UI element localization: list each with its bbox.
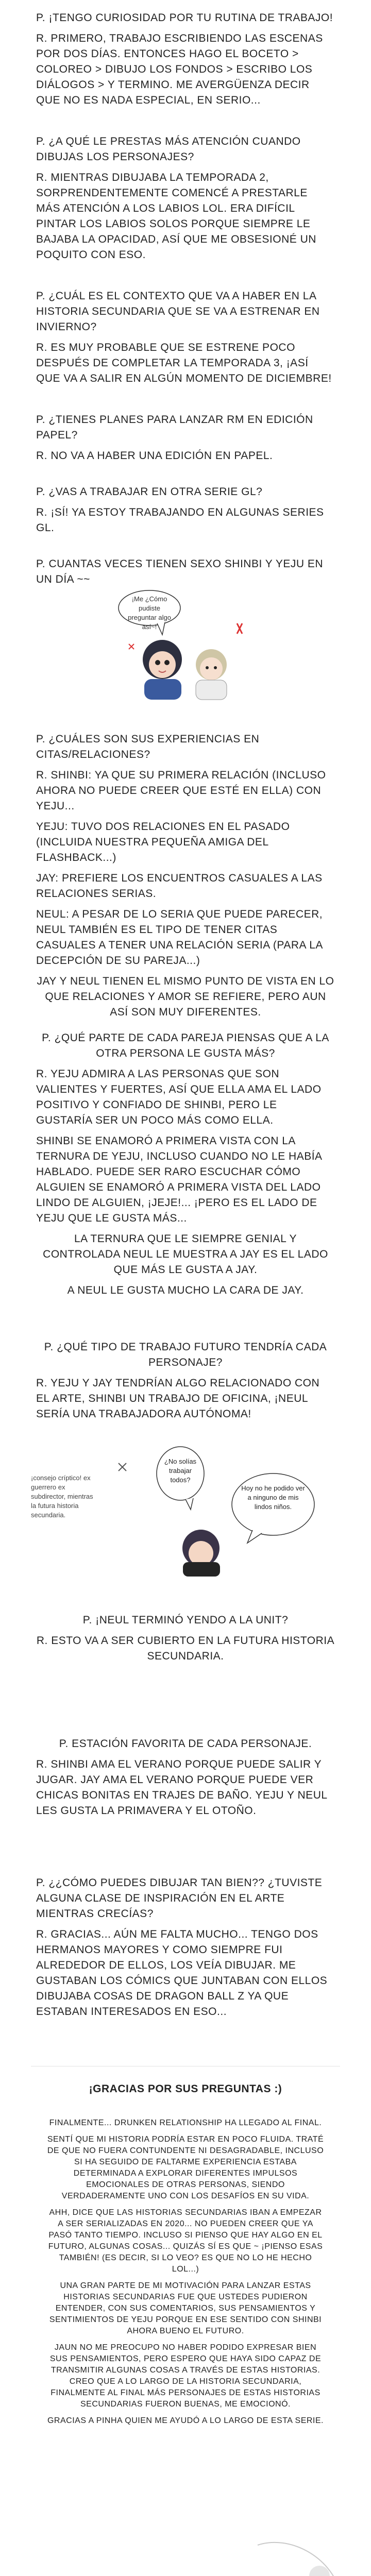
closing-title: ¡GRACIAS POR SUS PREGUNTAS :) <box>89 2083 282 2095</box>
qa-block-paper <box>36 412 335 469</box>
sketch-illustration <box>227 2524 361 2576</box>
qa-block-drawing <box>36 1875 335 2025</box>
answer-text: R. MIENTRAS DIBUJABA LA TEMPORADA 2, SORPRENDENTEMENTE COMENCÉ A PRESTARLE MÁS ATENCIÓN A LOS LABIOS LOL. ERA DIFÍCIL PINTAR LOS LABIOS SOLOS PORQUE SIEMPRE LE BAJABA LA OPACIDAD, ASÍ QUE ME OBSESIONÉ UN POQUITO CON ESO. <box>36 172 316 261</box>
speech-bubble-2: Hoy no he podido ver a ninguno de mis lindos niños. <box>241 1484 305 1511</box>
answer-text: R. ¡SÍ! YA ESTOY TRABAJANDO EN ALGUNAS SERIES GL. <box>36 506 324 534</box>
question-text: P. ¡TENGO CURIOSIDAD POR TU RUTINA DE TRABAJO! <box>36 12 333 24</box>
question-text: P. ¿TIENES PLANES PARA LANZAR RM EN EDICIÓN PAPEL? <box>36 414 313 441</box>
qa-block-partner <box>36 1030 335 1303</box>
qa-block-winter-story <box>36 289 335 392</box>
question-text: P. ¿QUÉ TIPO DE TRABAJO FUTURO TENDRÍA CADA PERSONAJE? <box>44 1341 327 1368</box>
qa-block-attention <box>36 134 335 268</box>
qa-block-routine <box>36 10 335 113</box>
comic-panel-2 <box>31 1443 340 1577</box>
sketch-decoration <box>227 2524 361 2576</box>
closing-paragraphs <box>46 2117 325 2432</box>
comic-panel-1 <box>113 587 258 701</box>
relation-yeju: YEJU: TUVO DOS RELACIONES EN EL PASADO (INCLUIDA NUESTRA PEQUEÑA AMIGA DEL FLASHBACK...) <box>36 821 290 863</box>
answer-text: R. PRIMERO, TRABAJO ESCRIBIENDO LAS ESCENAS POR DOS DÍAS. ENTONCES HAGO EL BOCETO > COLOREO > DIBUJO LOS FONDOS > ESCRIBO LOS DIÁLOGOS > Y TERMINO. ME AVERGÜENZA DECIR QUE NO ES NADA ESPECIAL, EN SERIO... <box>36 32 323 106</box>
closing-paragraph: JAUN NO ME PREOCUPO NO HABER PODIDO EXPRESAR BIEN SUS PENSAMIENTOS, PERO ESPERO QUE HAYA SIDO CAPAZ DE TRANSMITIR ALGUNAS COSAS A TRAVÉS DE ESTAS HISTORIAS. CREO QUE A LO LARGO DE LA HISTORIA SECUNDARIA, FINALMENTE AL FINAL MÁS PERSONAJES DE ESTAS HISTORIAS SECUNDARIAS FUERON BUENAS, ME EMOCIONÓ. <box>49 2343 322 2409</box>
question-text: P. ESTACIÓN FAVORITA DE CADA PERSONAJE. <box>59 1738 312 1750</box>
question-text: P. ¿CUÁLES SON SUS EXPERIENCIAS EN CITAS/RELACIONES? <box>36 733 260 760</box>
qa-block-gl <box>36 484 335 541</box>
relation-summary: JAY Y NEUL TIENEN EL MISMO PUNTO DE VISTA EN LO QUE RELACIONES Y AMOR SE REFIERE, PERO AUN ASÍ SON MUY DIFERENTES. <box>37 975 334 1018</box>
closing-section <box>36 2081 335 2102</box>
speech-bubble-text: ¡Me ¿Cómo pudiste preguntar algo así~! <box>128 595 171 631</box>
question-text: P. ¿¿CÓMO PUEDES DIBUJAR TAN BIEN?? ¿TUVISTE ALGUNA CLASE DE INSPIRACIÓN EN EL ARTE MIENTRAS CRECÍAS? <box>36 1877 323 1920</box>
question-text: P. ¿QUÉ PARTE DE CADA PAREJA PIENSAS QUE A LA OTRA PERSONA LE GUSTA MÁS? <box>42 1032 329 1059</box>
answer-text: A NEUL LE GUSTA MUCHO LA CARA DE JAY. <box>67 1284 304 1296</box>
cryptic-caption: ¡consejo críptico! ex guerrero ex subdirector, mientras la futura historia secundaria. <box>31 1474 93 1519</box>
relation-jay: JAY: PREFIERE LOS ENCUENTROS CASUALES A LAS RELACIONES SERIAS. <box>36 872 323 900</box>
question-text: P. ¡NEUL TERMINÓ YENDO A LA UNIT? <box>82 1614 289 1626</box>
answer-text: SHINBI SE ENAMORÓ A PRIMERA VISTA CON LA TERNURA DE YEJU, INCLUSO CUANDO NO LE HABÍA HABLADO. PUEDE SER RARO ESCUCHAR CÓMO ALGUIEN SE ENAMORÓ A PRIMERA VISTA DEL LADO LINDO DE ALGUIEN, ¡JEJE!... ¡PERO ES EL LADO DE YEJU QUE LE GUSTA MÁS... <box>36 1135 322 1224</box>
speech-bubble-1: ¿No solías trabajar todos? <box>164 1458 197 1484</box>
qa-block-future-jobs <box>36 1340 335 1427</box>
answer-text: R. SHINBI AMA EL VERANO PORQUE PUEDE SALIR Y JUGAR. JAY AMA EL VERANO PORQUE PUEDE VER CHICAS BONITAS EN TRAJES DE BAÑO. YEJU Y NEUL LES GUSTA LA PRIMAVERA Y EL OTOÑO. <box>36 1758 327 1817</box>
question-text: P. ¿CUÁL ES EL CONTEXTO QUE VA A HABER EN LA HISTORIA SECUNDARIA QUE SE VA A ESTRENAR EN INVIERNO? <box>36 290 320 333</box>
answer-text: R. SHINBI: YA QUE SU PRIMERA RELACIÓN (INCLUSO AHORA NO PUEDE CREER QUE ESTÉ EN ELLA) CON YEJU... <box>36 769 326 812</box>
qa-block-unit <box>36 1613 335 1669</box>
answer-text: R. NO VA A HABER UNA EDICIÓN EN PAPEL. <box>36 450 273 462</box>
answer-text: R. YEJU ADMIRA A LAS PERSONAS QUE SON VALIENTES Y FUERTES, ASÍ QUE ELLA AMA EL LADO POSITIVO Y CONFIADO DE SHINBI, PERO LE GUSTARÍA SER UN POCO MÁS COMO ELLA. <box>36 1068 322 1126</box>
answer-text: R. GRACIAS... AÚN ME FALTA MUCHO... TENGO DOS HERMANOS MAYORES Y COMO SIEMPRE FUI ALREDEDOR DE ELLOS, LOS VEÍA DIBUJAR. ME GUSTABAN LOS CÓMICS QUE JUNTABAN CON ELLOS DIBUJABA COSAS DE DRAGON BALL Z YA QUE ESTABAN INTERESADOS EN ESO... <box>36 1928 328 2018</box>
closing-paragraph: AHH, DICE QUE LAS HISTORIAS SECUNDARIAS IBAN A EMPEZAR A SER SERIALIZADAS EN 2020... NO PUEDEN CREER QUE YA PASÓ TANTO TIEMPO. INCLUSO SI PIENSO QUE HAY ALGO EN EL FUTURO, ALGUNAS COSAS... QUIZÁS SÍ ES QUE ~ ¡PIENSO ESAS TAMBIÉN! (ES DECIR, SI LO VEO? ES QUE NO LO HE HECHO LOL...) <box>48 2208 323 2274</box>
answer-text: R. ES MUY PROBABLE QUE SE ESTRENE POCO DESPUÉS DE COMPLETAR LA TEMPORADA 3, ¡ASÍ QUE VA A SALIR EN ALGÚN MOMENTO DE DICIEMBRE! <box>36 342 332 384</box>
qa-block-season <box>36 1736 335 1824</box>
question-text: P. CUANTAS VECES TIENEN SEXO SHINBI Y YEJU EN UN DÍA ~~ <box>36 558 324 585</box>
qa-block-relations <box>36 732 335 1025</box>
closing-paragraph: GRACIAS A PINHA QUIEN ME AYUDÓ A LO LARGO DE ESTA SERIE. <box>47 2416 324 2425</box>
closing-paragraph: FINALMENTE... DRUNKEN RELATIONSHIP HA LLEGADO AL FINAL. <box>49 2119 322 2127</box>
answer-text: LA TERNURA QUE LE SIEMPRE GENIAL Y CONTROLADA NEUL LE MUESTRA A JAY ES EL LADO QUE MÁS LE GUSTA A JAY. <box>43 1233 328 1276</box>
question-text: P. ¿VAS A TRABAJAR EN OTRA SERIE GL? <box>36 486 263 498</box>
answer-text: R. ESTO VA A SER CUBIERTO EN LA FUTURA HISTORIA SECUNDARIA. <box>36 1635 335 1662</box>
answer-text: R. YEJU Y JAY TENDRÍAN ALGO RELACIONADO CON EL ARTE, SHINBI UN TRABAJO DE OFICINA, ¡NEUL SERÍA UNA TRABAJADORA AUTÓNOMA! <box>36 1377 320 1420</box>
relation-neul: NEUL: A PESAR DE LO SERIA QUE PUEDE PARECER, NEUL TAMBIÉN ES EL TIPO DE TENER CITAS CASUALES A TENER UNA RELACIÓN SERIA (PARA LA DECEPCIÓN DE SU PAREJA...) <box>36 908 323 967</box>
closing-paragraph: UNA GRAN PARTE DE MI MOTIVACIÓN PARA LANZAR ESTAS HISTORIAS SECUNDARIAS FUE QUE USTEDES PUDIERON ENTENDER, CON SUS COMENTARIOS, SUS PENSAMIENTOS Y SENTIMIENTOS DE YEJU PORQUE EN ESE SENTIDO CON SHINBI AHORA BUENO EL FUTURO. <box>49 2281 322 2335</box>
closing-paragraph: SENTÍ QUE MI HISTORIA PODRÍA ESTAR EN POCO FLUIDA. TRATÉ DE QUE NO FUERA CONTUNDENTE NI DESAGRADABLE, INCLUSO SI HA SEGUIDO DE FALTARME EXPERIENCIA ESTABA DETERMINADA A EXPLORAR DIFERENTES IMPULSOS EMOCIONALES DE OTRAS PERSONAS, SIENDO VERDADERAMENTE UNO CON LOS DESAFÍOS EN SU VIDA. <box>47 2135 324 2200</box>
question-text: P. ¿A QUÉ LE PRESTAS MÁS ATENCIÓN CUANDO DIBUJAS LOS PERSONAJES? <box>36 135 301 163</box>
